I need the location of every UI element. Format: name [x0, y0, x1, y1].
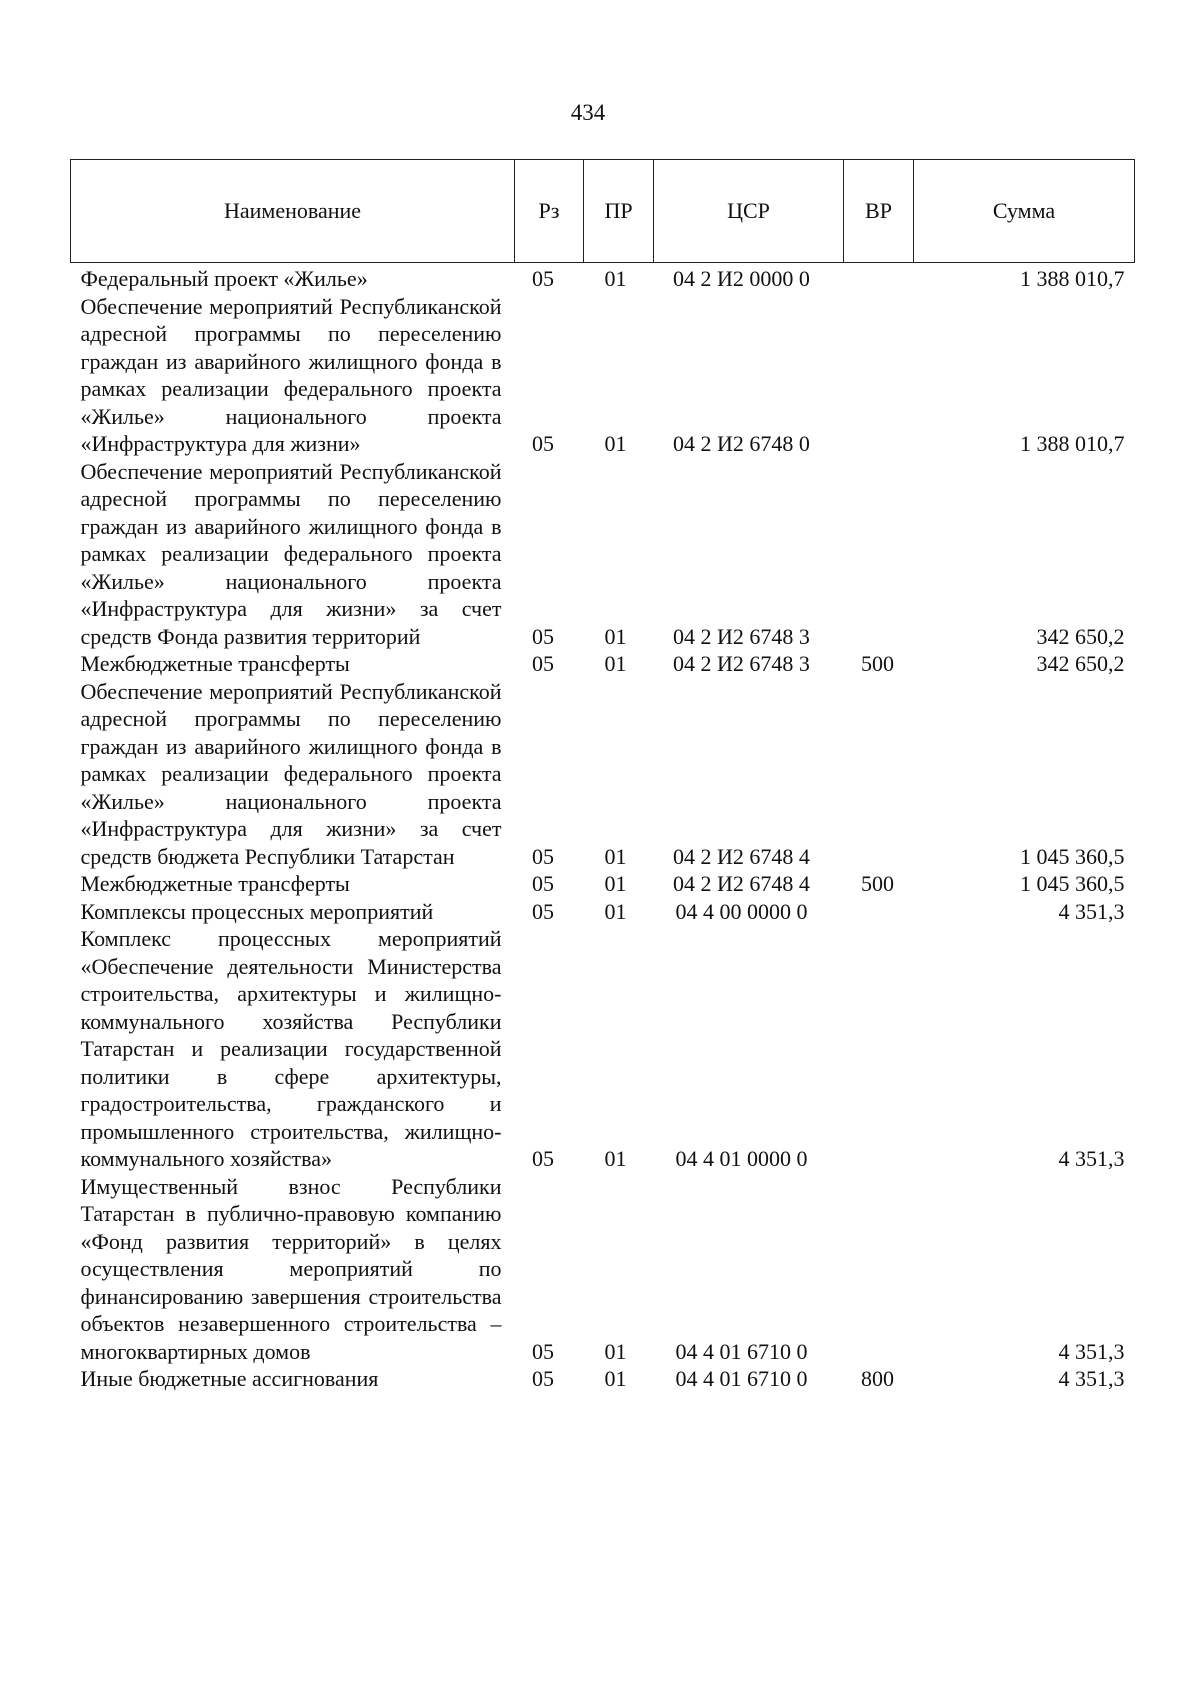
row-rz: 05	[532, 843, 554, 869]
table-row	[71, 650, 1135, 678]
row-pr: 01	[604, 871, 627, 896]
table-row	[71, 870, 1135, 898]
row-name: Федеральный проект «Жилье»	[80, 266, 368, 291]
row-name: Обеспечение мероприятий Республиканской адресной программы по переселению граждан из аварийного жилищного фонда в рамках реализации федерального проекта «Жилье» национального проекта «Инфраструктура для жизни»	[80, 293, 502, 456]
row-sum: 4 351,3	[1058, 1338, 1125, 1364]
row-sum: 342 650,2	[1036, 651, 1125, 676]
budget-table	[70, 159, 1135, 1393]
row-vr	[844, 1173, 914, 1366]
row-pr: 01	[604, 843, 627, 869]
row-vr	[844, 898, 914, 926]
row-csr: 04 2 И2 6748 4	[673, 871, 810, 896]
table-row	[71, 898, 1135, 926]
table-row	[71, 678, 1135, 871]
row-vr: 800	[861, 1366, 894, 1391]
header-csr: ЦСР	[654, 160, 844, 263]
row-csr: 04 4 01 6710 0	[675, 1366, 808, 1391]
row-csr: 04 2 И2 6748 0	[673, 431, 810, 456]
row-pr: 01	[604, 623, 627, 649]
row-rz: 05	[532, 898, 554, 924]
row-csr: 04 2 И2 6748 4	[673, 843, 810, 869]
row-rz: 05	[532, 1338, 554, 1364]
row-rz: 05	[532, 266, 554, 291]
row-name: Межбюджетные трансферты	[80, 651, 350, 676]
row-rz: 05	[532, 871, 554, 896]
table-row	[71, 1365, 1135, 1393]
table-header	[71, 160, 1135, 263]
row-pr: 01	[604, 266, 627, 291]
row-name: Обеспечение мероприятий Республиканской адресной программы по переселению граждан из аварийного жилищного фонда в рамках реализации федерального проекта «Жилье» национального проекта «Инфраструктура для жизни» за счет средств бюджета Республики Татарстан	[80, 678, 502, 869]
row-vr: 500	[861, 871, 894, 896]
row-csr: 04 2 И2 6748 3	[673, 651, 810, 676]
row-vr	[844, 293, 914, 458]
row-csr: 04 4 01 0000 0	[675, 1146, 808, 1171]
row-sum: 4 351,3	[1058, 898, 1125, 924]
row-csr: 04 4 01 6710 0	[675, 1338, 808, 1364]
table-row	[71, 458, 1135, 651]
row-rz: 05	[532, 431, 554, 456]
row-rz: 05	[532, 1366, 554, 1391]
row-rz: 05	[532, 651, 554, 676]
row-pr: 01	[604, 1366, 627, 1391]
row-name: Имущественный взнос Республики Татарстан в публично-правовую компанию «Фонд развития территорий» в целях осуществления мероприятий по финансированию завершения строительства объектов незавершенного строительства – многоквартирных домов	[80, 1173, 502, 1364]
row-csr: 04 4 00 0000 0	[675, 898, 808, 924]
row-vr: 500	[861, 651, 894, 676]
header-sum: Сумма	[914, 160, 1135, 263]
row-sum: 1 045 360,5	[1020, 843, 1125, 869]
header-name: Наименование	[71, 160, 515, 263]
row-name: Обеспечение мероприятий Республиканской адресной программы по переселению граждан из аварийного жилищного фонда в рамках реализации федерального проекта «Жилье» национального проекта «Инфраструктура для жизни» за счет средств Фонда развития территорий	[80, 458, 502, 649]
row-rz: 05	[532, 623, 554, 649]
row-sum: 1 388 010,7	[1020, 431, 1125, 456]
page-number: 434	[570, 100, 606, 125]
row-sum: 342 650,2	[1036, 623, 1125, 649]
row-vr	[844, 678, 914, 871]
row-pr: 01	[604, 898, 627, 924]
row-vr	[844, 458, 914, 651]
row-pr: 01	[604, 1338, 627, 1364]
row-pr: 01	[604, 651, 627, 676]
header-rz: Рз	[515, 160, 584, 263]
row-name: Комплекс процессных мероприятий «Обеспечение деятельности Министерства строительства, архитектуры и жилищно-коммунального хозяйства Республики Татарстан и реализации государственной политики в сфере архитектуры, градостроительства, гражданского и промышленного строительства, жилищно-коммунального хозяйства»	[80, 926, 502, 1171]
row-sum: 4 351,3	[1058, 1146, 1125, 1171]
row-sum: 1 388 010,7	[1020, 266, 1125, 291]
table-row	[71, 263, 1135, 293]
row-name: Комплексы процессных мероприятий	[80, 898, 434, 924]
row-csr: 04 2 И2 0000 0	[673, 266, 810, 291]
row-pr: 01	[604, 431, 627, 456]
row-csr: 04 2 И2 6748 3	[673, 623, 810, 649]
row-vr	[844, 263, 914, 293]
header-vr: ВР	[844, 160, 914, 263]
row-vr	[844, 925, 914, 1173]
table-body	[71, 263, 1135, 1393]
row-sum: 4 351,3	[1058, 1366, 1125, 1391]
row-name: Межбюджетные трансферты	[80, 871, 350, 896]
header-pr: ПР	[584, 160, 654, 263]
table-row	[71, 1173, 1135, 1366]
row-rz: 05	[532, 1146, 554, 1171]
header-row	[71, 160, 1135, 263]
table-row	[71, 293, 1135, 458]
row-name: Иные бюджетные ассигнования	[80, 1366, 379, 1391]
table-row	[71, 925, 1135, 1173]
row-sum: 1 045 360,5	[1020, 871, 1125, 896]
row-pr: 01	[604, 1146, 627, 1171]
